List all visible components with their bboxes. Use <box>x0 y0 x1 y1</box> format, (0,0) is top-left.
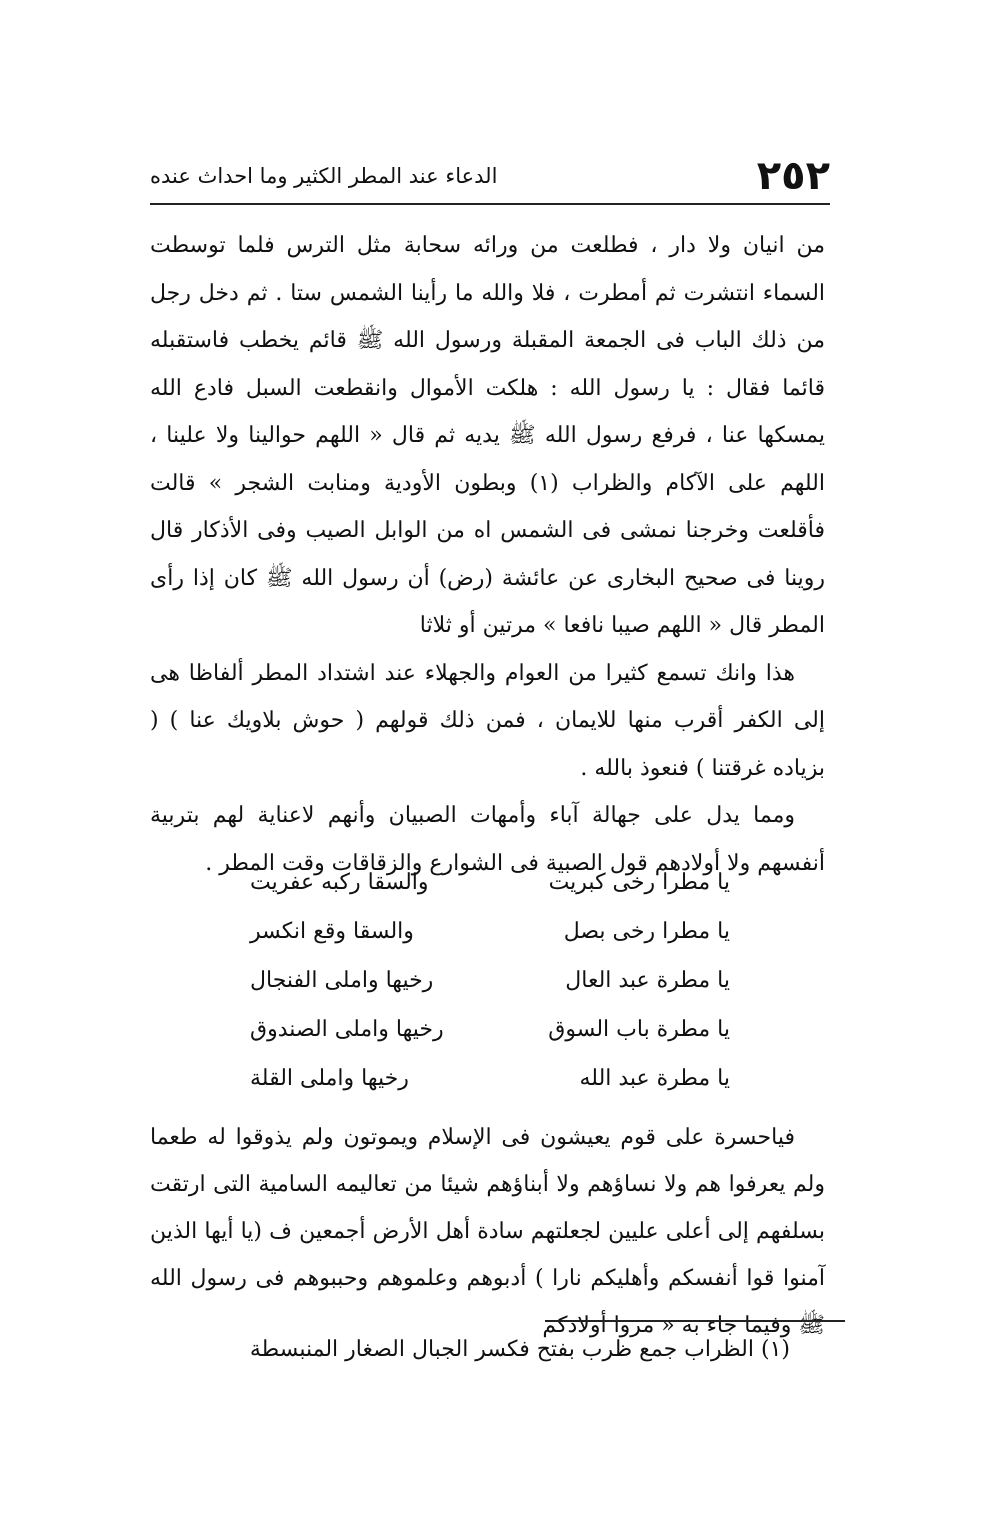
paragraph-1 <box>150 222 825 650</box>
verse-hemistich-right: يا مطرة عبد العال <box>565 968 730 993</box>
page-number: ٢٥٢ <box>756 153 830 199</box>
text-line: الصيب وفى الأذكار قال روينا فى صحيح البخارى عن عائشة (رض) أن رسول <box>150 518 825 591</box>
text-line: الكفر أقرب منها للايمان ، فمن ذلك قولهم ( حوش بلاويك عنا ) ( بزياده <box>150 708 825 781</box>
text-line: هذا وانك تسمع كثيرا من العوام والجهلاء عند اشتداد المطر ألفاظا هى إلى <box>150 660 825 733</box>
verse-hemistich-right: يا مطرا رخى بصل <box>563 919 730 944</box>
verse-hemistich-right: يا مطرة عبد الله <box>579 1066 730 1091</box>
text-line: أولادهم قول الصبية فى الشوارع والزقاقات وقت المطر . <box>205 850 721 876</box>
paragraph-4 <box>150 1114 825 1349</box>
text-line: هلكت الأموال وانقطعت السبل فادع الله يمسكها عنا ، فرفع رسول الله ﷺ <box>150 375 825 448</box>
verse-block <box>250 858 730 1103</box>
verse-line <box>250 907 730 956</box>
text-line: من انيان ولا دار ، فطلعت من ورائه سحابة مثل الترس فلما توسطت السماء انتشرت <box>150 233 826 306</box>
verse-hemistich-right: يا مطرة باب السوق <box>548 1017 730 1042</box>
verse-hemistich-left: رخيها واملى القلة <box>250 1066 409 1091</box>
closing-text <box>150 1114 825 1349</box>
running-title: الدعاء عند المطر الكثير وما احداث عنده <box>150 164 498 188</box>
verse-line <box>250 1005 730 1054</box>
page-header <box>150 150 830 202</box>
text-line: نارا ) أدبوهم وعلموهم وحببوهم فى رسول الله ﷺ وفيما جاء به « مروا أولادكم <box>150 1266 825 1338</box>
verse-hemistich-left: والسقا وقع انكسر <box>250 919 414 944</box>
footnote: (١) الظراب جمع ظرب بفتح فكسر الجبال الصغار المنبسطة <box>249 1337 790 1362</box>
verse-hemistich-left: رخيها واملى الصندوق <box>250 1017 444 1042</box>
header-rule <box>150 203 830 205</box>
verse-line <box>250 956 730 1005</box>
verse-line <box>250 1054 730 1103</box>
text-line: ثم أمطرت ، فلا والله ما رأينا الشمس ستا . ثم دخل رجل من ذلك الباب فى <box>150 280 825 353</box>
main-text <box>150 222 825 887</box>
text-line: الجمعة المقبلة ورسول الله ﷺ قائم يخطب فاستقبله قائما فقال : يا رسول الله : <box>150 328 825 401</box>
text-line: هم ولا نساؤهم ولا أبناؤهم شيئا من تعاليمه السامية التى ارتقت بسلفهم إلى أعلى <box>150 1172 825 1244</box>
text-line: الأودية ومنابت الشجر » قالت فأقلعت وخرجنا نمشى فى الشمس اه من الوابل <box>150 470 825 543</box>
text-line: غرقتنا ) فنعوذ بالله . <box>580 755 766 781</box>
text-line: الله ﷺ كان إذا رأى المطر قال « اللهم صيبا نافعا » مرتين أو ثلاثا <box>150 565 825 638</box>
verse-line <box>250 858 730 907</box>
text-line: فياحسرة على قوم يعيشون فى الإسلام ويموتون ولم يذوقوا له طعما ولم يعرفوا <box>150 1125 826 1197</box>
paragraph-2 <box>150 650 825 793</box>
verse-hemistich-right: يا مطرا رخى كبريت <box>548 870 730 895</box>
text-line: ومما يدل على جهالة آباء وأمهات الصبيان وأنهم لاعناية لهم بتربية أنفسهم ولا <box>150 803 825 876</box>
text-line: عليين لجعلتهم سادة أهل الأرض أجمعين ف (يا أيها الذين آمنوا قوا أنفسكم وأهليكم <box>150 1219 825 1291</box>
verse-hemistich-left: والسقا ركبه عفريت <box>250 870 429 895</box>
verse-hemistich-left: رخيها واملى الفنجال <box>250 968 434 993</box>
text-line: يديه ثم قال « اللهم حوالينا ولا علينا ، اللهم على الآكام والظراب (١) وبطون <box>150 423 826 496</box>
footnote-rule <box>545 1320 845 1322</box>
